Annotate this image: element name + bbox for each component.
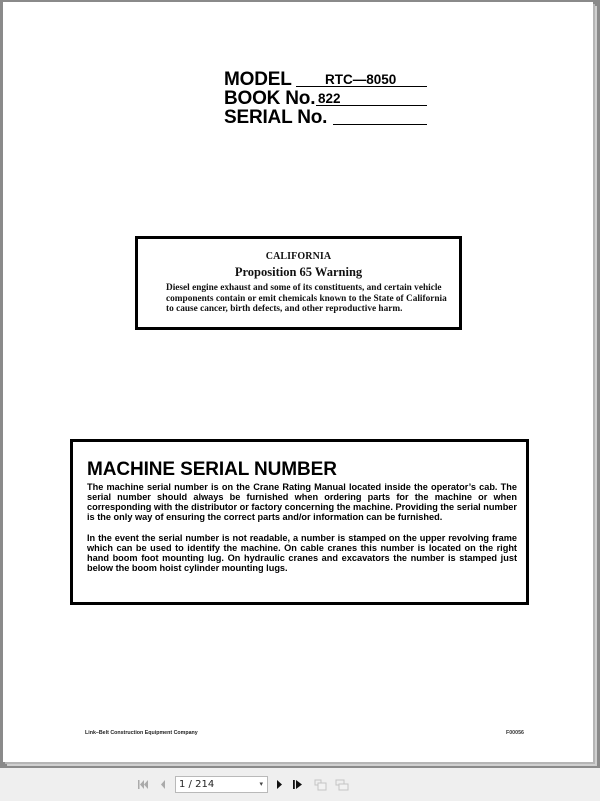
previous-page-icon [159, 779, 167, 790]
single-page-view-icon [314, 778, 328, 791]
serial-paragraph-2: In the event the serial number is not readable, a number is stamped on the upper revolving frame which can be used to identify the machine. On cable cranes this number is located on the right hand boom foot mounting lug. On hydraulic cranes and excavators the number is stamped just below the boom hoist cylinder mounting lugs. [87, 533, 517, 573]
previous-page-button[interactable] [157, 777, 169, 791]
model-row [224, 70, 434, 89]
book-value: 822 [318, 91, 341, 106]
next-page-icon [275, 779, 283, 790]
page-number-input[interactable] [175, 776, 268, 793]
first-page-button[interactable] [136, 777, 150, 791]
page-navigation-toolbar [0, 768, 600, 801]
next-page-button[interactable] [273, 777, 285, 791]
book-row [224, 89, 434, 108]
page-indicator-text: 1 / 214 [179, 779, 215, 790]
serial-section-title: MACHINE SERIAL NUMBER [87, 459, 337, 480]
document-page [3, 2, 593, 762]
serial-row [224, 108, 434, 127]
model-value: RTC—8050 [325, 72, 397, 87]
prop65-warning-box [135, 236, 462, 330]
machine-serial-number-box [70, 439, 529, 605]
book-label: BOOK No. [224, 88, 316, 109]
model-label: MODEL [224, 69, 292, 90]
chevron-down-icon[interactable]: ▾ [259, 780, 263, 788]
footer-company: Link–Belt Construction Equipment Company [85, 730, 198, 736]
skip-to-first-icon [137, 779, 149, 790]
two-page-view-icon [335, 778, 349, 791]
footer-code: F00056 [506, 730, 524, 736]
last-page-button[interactable] [291, 777, 305, 791]
model-info-block [224, 70, 434, 127]
prop65-title: CALIFORNIA [265, 251, 332, 262]
skip-to-last-icon [292, 779, 304, 790]
serial-paragraph-1: The machine serial number is on the Crane Rating Manual located inside the operator’s cab. The serial number should always be furnished when ordering parts for the machine or when corresponding with the distributor or factory concerning the machine. Providing the serial number is the only way of ensuring the correct parts and/or information can be furnished. [87, 482, 517, 522]
prop65-subtitle: Proposition 65 Warning [234, 265, 363, 279]
two-page-view-button[interactable] [334, 777, 350, 791]
serial-underline [333, 124, 427, 125]
prop65-body: Diesel engine exhaust and some of its constituents, and certain vehicle components contain or emit chemicals known to the State of California to cause cancer, birth defects, and other reproductive harm. [166, 283, 447, 314]
serial-label: SERIAL No. [224, 107, 328, 128]
single-page-view-button[interactable] [313, 777, 329, 791]
